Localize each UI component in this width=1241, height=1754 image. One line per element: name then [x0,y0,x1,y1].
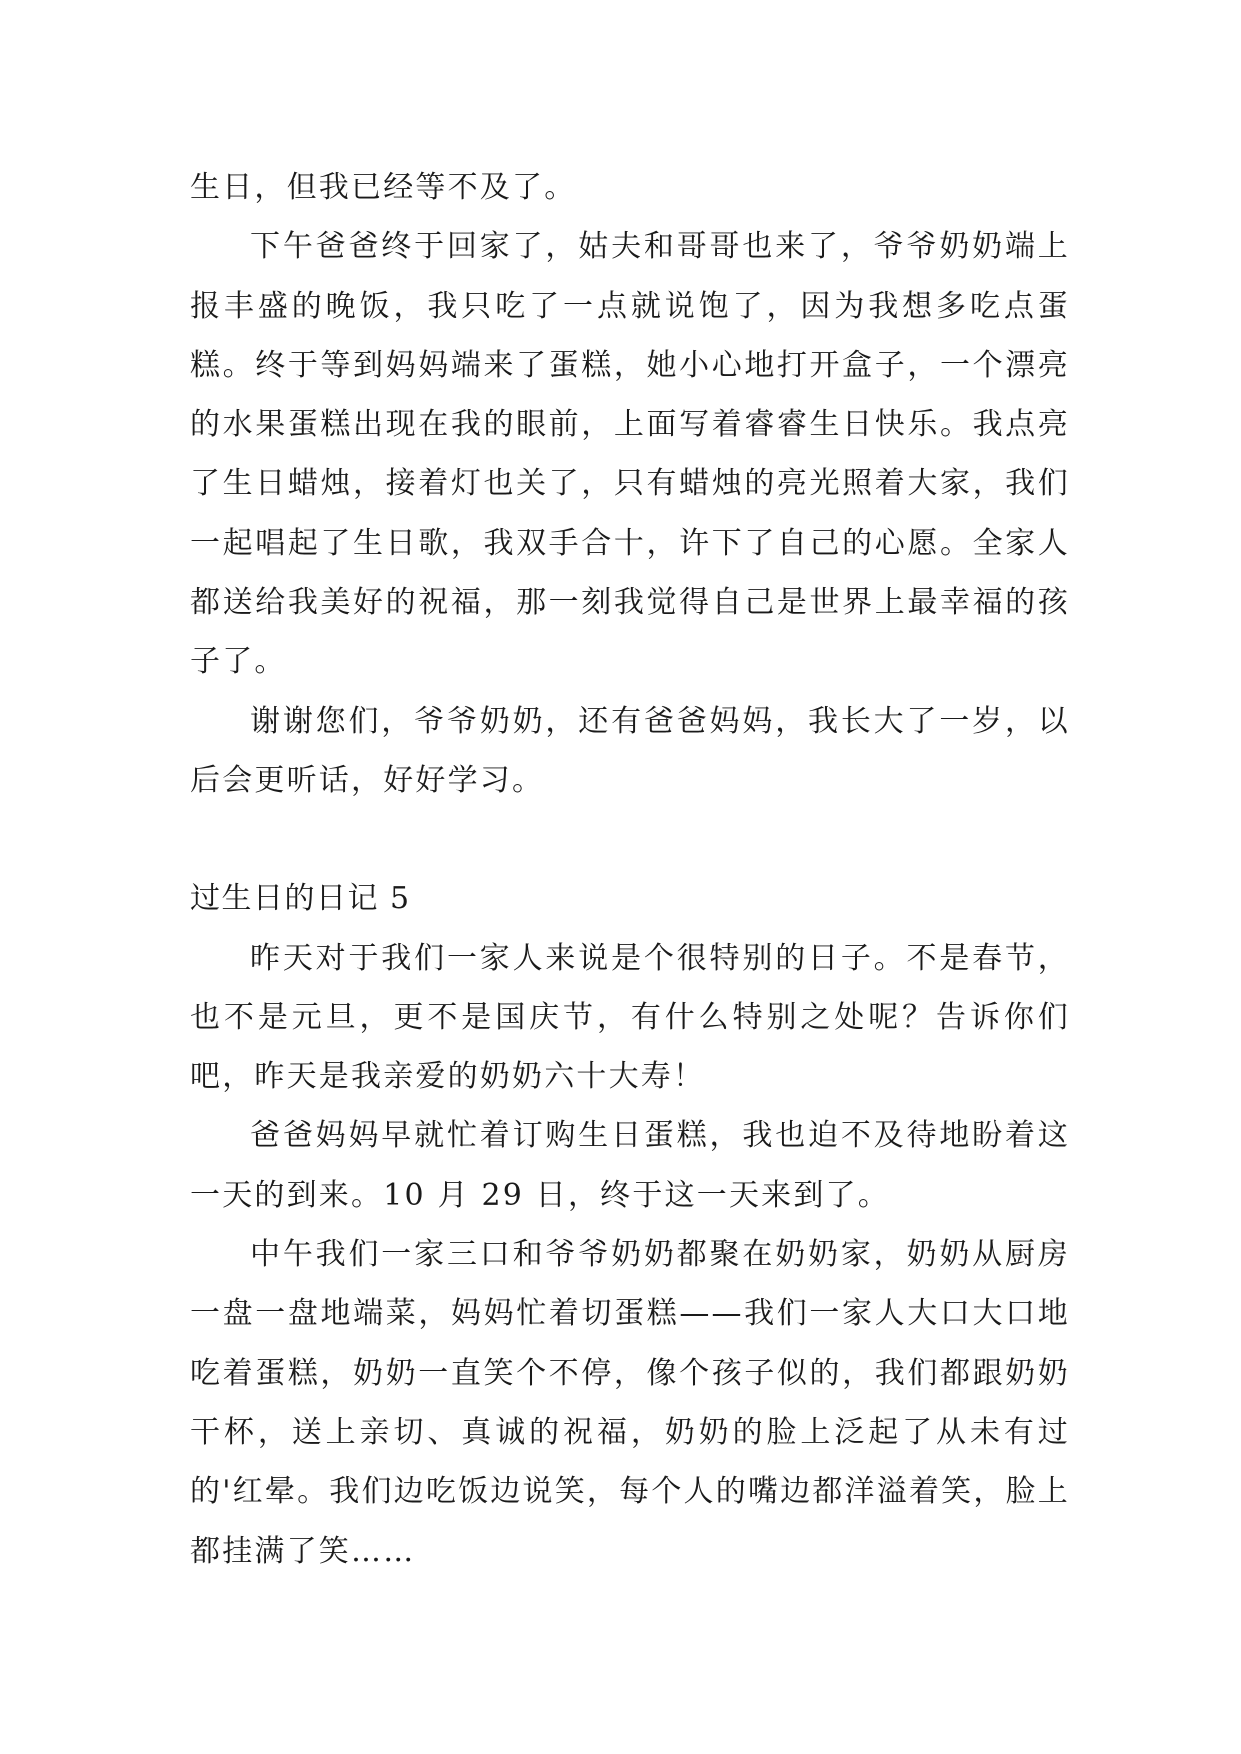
paragraph-thanks: 谢谢您们，爷爷奶奶，还有爸爸妈妈，我长大了一岁，以后会更听话，好好学习。 [190,703,1070,798]
section-title: 过生日的日记 5 [190,881,411,917]
paragraph-continuation: 生日，但我已经等不及了。 [190,170,577,205]
paragraph-preparation: 爸爸妈妈早就忙着订购生日蛋糕，我也迫不及待地盼着这一天的到来。10 月 29 日，终于这一天来到了。 [190,1118,1070,1213]
paragraph-celebration: 中午我们一家三口和爷爷奶奶都聚在奶奶家，奶奶从厨房一盘一盘地端菜，妈妈忙着切蛋糕——我们一家人大口大口地吃着蛋糕，奶奶一直笑个不停，像个孩子似的，我们都跟奶奶干杯，送上亲切、真诚的祝福，奶奶的脸上泛起了从未有过的'红晕。我们边吃饭边说笑，每个人的嘴边都洋溢着笑，脸上都挂满了笑…… [190,1237,1070,1569]
paragraph-special-day: 昨天对于我们一家人来说是个很特别的日子。不是春节，也不是元旦，更不是国庆节，有什么特别之处呢？告诉你们吧，昨天是我亲爱的奶奶六十大寿！ [190,940,1070,1095]
paragraph-birthday-dinner: 下午爸爸终于回家了，姑夫和哥哥也来了，爷爷奶奶端上报丰盛的晚饭，我只吃了一点就说饱了，因为我想多吃点蛋糕。终于等到妈妈端来了蛋糕，她小心地打开盒子，一个漂亮的水果蛋糕出现在我的眼前，上面写着睿睿生日快乐。我点亮了生日蜡烛，接着灯也关了，只有蜡烛的亮光照着大家，我们一起唱起了生日歌，我双手合十，许下了自己的心愿。全家人都送给我美好的祝福，那一刻我觉得自己是世界上最幸福的孩子了。 [190,229,1070,680]
document-body [190,158,1070,1581]
